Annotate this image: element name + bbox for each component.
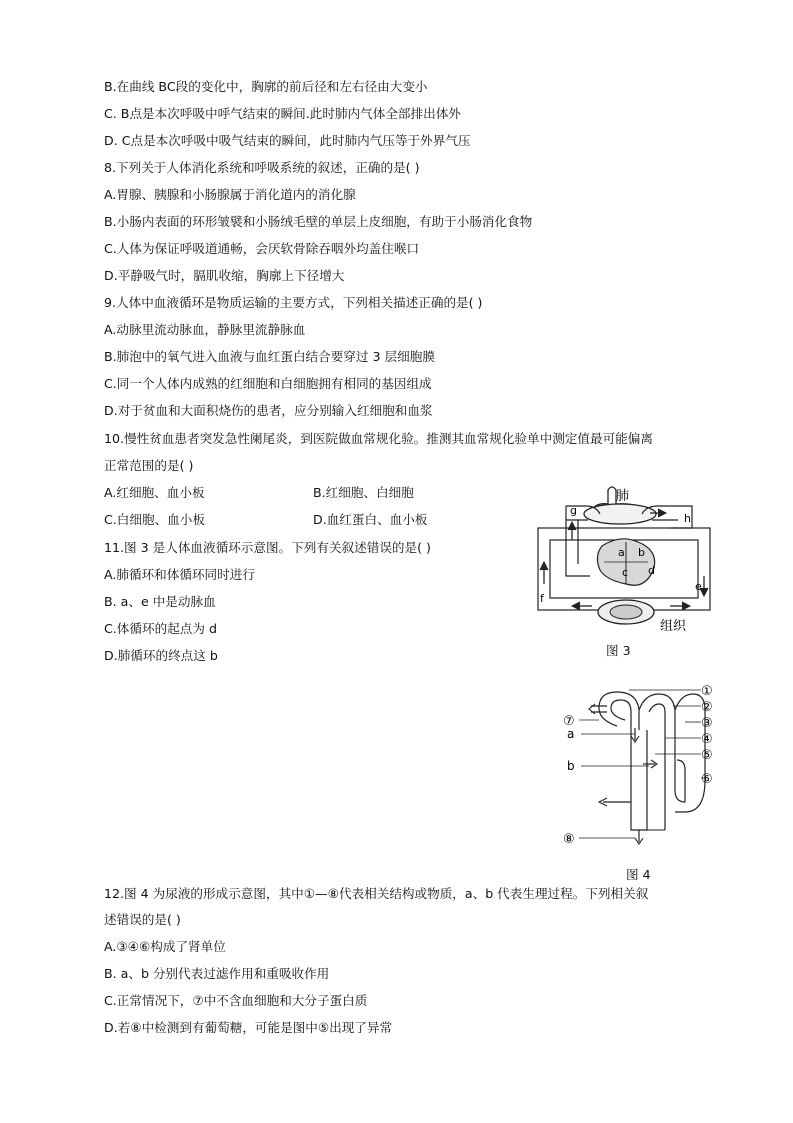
q9-option-b: B.肺泡中的氧气进入血液与血红蛋白结合要穿过 3 层细胞膜 bbox=[104, 349, 435, 364]
q10-option-d: D.血红蛋白、血小板 bbox=[313, 512, 428, 527]
q9-stem: 9.人体中血液循环是物质运输的主要方式，下列相关描述正确的是( ) bbox=[104, 295, 483, 310]
fig3-label-e: e bbox=[695, 580, 702, 593]
fig3-organ-tissue: 组织 bbox=[660, 619, 687, 634]
q10-option-b: B.红细胞、白细胞 bbox=[313, 485, 414, 500]
q12-stem: 12.图 4 为尿液的形成示意图，其中①—⑧代表相关结构或物质，a、b 代表生理过程。下列相关叙 bbox=[104, 886, 649, 901]
q12-option-b: B. a、b 分别代表过滤作用和重吸收作用 bbox=[104, 966, 330, 981]
q9-option-a: A.动脉里流动脉血，静脉里流静脉血 bbox=[104, 322, 306, 337]
q7-option-b: B.在曲线 BC段的变化中，胸廓的前后径和左右径由大变小 bbox=[104, 79, 428, 94]
fig3-label-a: a bbox=[618, 546, 625, 559]
q7-option-d: D. C点是本次呼吸中吸气结束的瞬间，此时肺内气压等于外界气压 bbox=[104, 133, 471, 148]
fig3-label-h: h bbox=[684, 512, 691, 525]
q12-stem-cont: 述错误的是( ) bbox=[104, 912, 181, 927]
q8-option-b: B.小肠内表面的环形皱襞和小肠绒毛壁的单层上皮细胞，有助于小肠消化食物 bbox=[104, 214, 533, 229]
fig4-label-5: ⑤ bbox=[701, 748, 713, 763]
fig3-label-d: d bbox=[648, 564, 655, 577]
figure-3-caption: 图 3 bbox=[606, 643, 631, 658]
q10-stem: 10.慢性贫血患者突发急性阑尾炎，到医院做血常规化验。推测其血常规化验单中测定值最可能偏离 bbox=[104, 431, 653, 446]
fig4-label-2: ② bbox=[701, 700, 713, 715]
fig4-label-4: ④ bbox=[701, 732, 713, 747]
fig3-label-g: g bbox=[570, 504, 577, 517]
q12-option-d: D.若⑧中检测到有葡萄糖，可能是图中⑤出现了异常 bbox=[104, 1020, 393, 1035]
fig4-label-6: ⑥ bbox=[701, 772, 713, 787]
fig3-organ-lung: 肺 bbox=[616, 489, 630, 504]
fig4-label-b: b bbox=[567, 759, 575, 773]
fig4-label-3: ③ bbox=[701, 716, 713, 731]
q11-option-c: C.体循环的起点为 d bbox=[104, 621, 217, 636]
fig4-label-7: ⑦ bbox=[563, 714, 575, 729]
fig3-label-f: f bbox=[540, 592, 544, 605]
q9-option-d: D.对于贫血和大面积烧伤的患者，应分别输入红细胞和血浆 bbox=[104, 403, 433, 418]
q11-option-d: D.肺循环的终点这 b bbox=[104, 648, 218, 663]
q7-option-c: C. B点是本次呼吸中呼气结束的瞬间.此时肺内气体全部排出体外 bbox=[104, 106, 461, 121]
q11-stem: 11.图 3 是人体血液循环示意图。下列有关叙述错误的是( ) bbox=[104, 540, 431, 555]
fig3-label-b: b bbox=[638, 546, 645, 559]
q8-option-d: D.平静吸气时，膈肌收缩，胸廓上下径增大 bbox=[104, 268, 345, 283]
figure-3-circulation-diagram bbox=[530, 484, 720, 634]
q10-stem-cont: 正常范围的是( ) bbox=[104, 458, 194, 473]
q11-option-a: A.肺循环和体循环同时进行 bbox=[104, 567, 255, 582]
q8-stem: 8.下列关于人体消化系统和呼吸系统的叙述，正确的是( ) bbox=[104, 160, 420, 175]
fig3-label-c: c bbox=[622, 566, 629, 579]
q9-option-c: C.同一个人体内成熟的红细胞和白细胞拥有相同的基因组成 bbox=[104, 376, 432, 391]
q12-option-c: C.正常情况下，⑦中不含血细胞和大分子蛋白质 bbox=[104, 993, 368, 1008]
q11-option-b: B. a、e 中是动脉血 bbox=[104, 594, 216, 609]
q10-option-a: A.红细胞、血小板 bbox=[104, 485, 205, 500]
q12-option-a: A.③④⑥构成了肾单位 bbox=[104, 939, 226, 954]
figure-4-caption: 图 4 bbox=[626, 867, 651, 882]
figure-4-urine-formation-diagram bbox=[555, 680, 725, 850]
q10-option-c: C.白细胞、血小板 bbox=[104, 512, 205, 527]
fig4-label-8: ⑧ bbox=[563, 832, 575, 847]
fig4-label-a: a bbox=[567, 727, 575, 741]
q8-option-c: C.人体为保证呼吸道通畅，会厌软骨除吞咽外均盖住喉口 bbox=[104, 241, 420, 256]
fig4-label-1: ① bbox=[701, 684, 713, 699]
q8-option-a: A.胃腺、胰腺和小肠腺属于消化道内的消化腺 bbox=[104, 187, 356, 202]
